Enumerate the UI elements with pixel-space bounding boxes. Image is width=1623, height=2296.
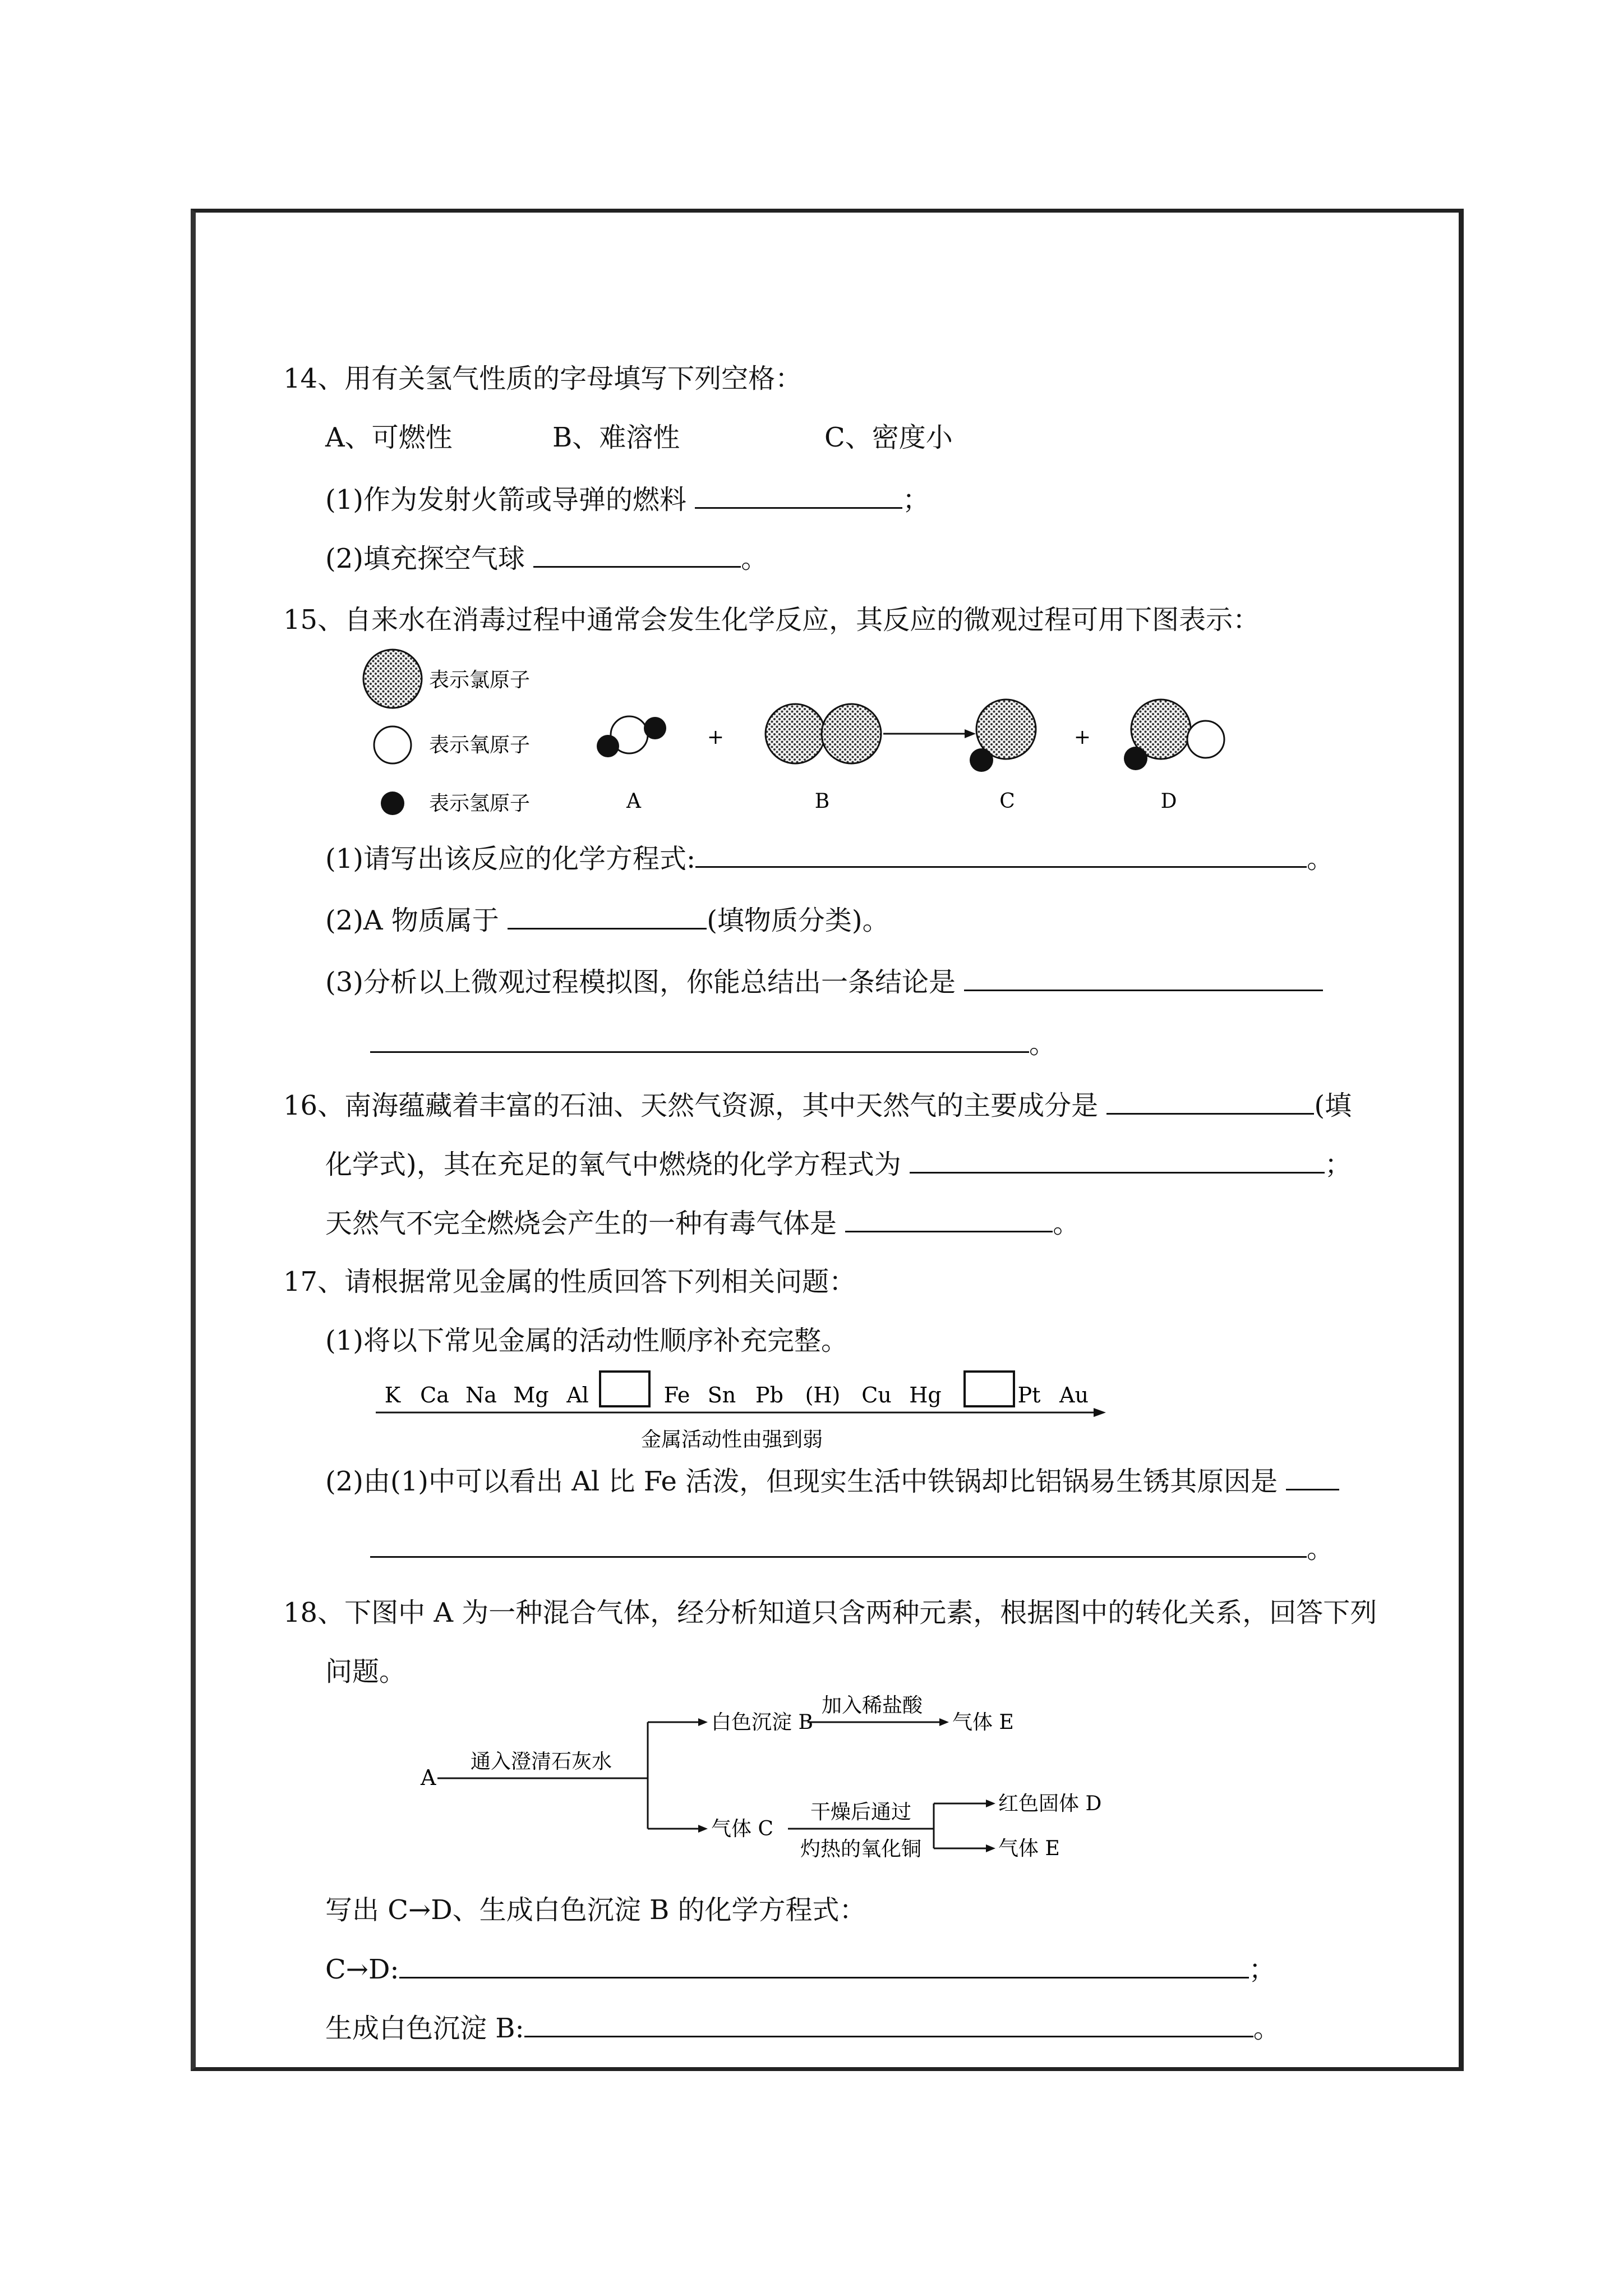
molecule-a-hydrogen-icon [597, 735, 619, 757]
metal-pb: Pb [755, 1383, 783, 1407]
q17-part2-end: 。 [1307, 1533, 1334, 1565]
q14-stem: 14、用有关氢气性质的字母填写下列空格： [283, 363, 803, 394]
activity-series [370, 1363, 1155, 1458]
label-d: D [1160, 790, 1177, 813]
molecule-b-chlorine-icon [822, 704, 881, 763]
q15-part1 [325, 841, 1334, 876]
q18-line2: 问题。 [325, 1656, 407, 1687]
q15-part2-text-a: (2)A 物质属于 [325, 905, 499, 936]
q15-part1-text: (1)请写出该反应的化学方程式: [325, 843, 696, 875]
flow-d: 红色固体 D [998, 1792, 1102, 1815]
flow-b: 白色沉淀 B [711, 1711, 813, 1734]
q18-line1: 18、下图中 A 为一种混合气体，经分析知道只含两种元素，根据图中的转化关系，回答下列 [283, 1597, 1377, 1628]
metal-ca: Ca [420, 1383, 449, 1407]
q15-part2 [325, 903, 889, 937]
metal-hg: Hg [909, 1383, 942, 1407]
metal-pt: Pt [1017, 1383, 1041, 1407]
q14-part1 [325, 482, 929, 517]
q14-part2-end: 。 [741, 543, 768, 574]
q15-part3-blank-2[interactable] [370, 1027, 1029, 1053]
label-b: B [814, 790, 830, 813]
q17-part2-line2 [370, 1531, 1334, 1566]
q14-part1-end: ； [902, 484, 930, 516]
legend-hydrogen: 表示氢原子 [429, 792, 531, 815]
q16-formula-blank[interactable] [1106, 1088, 1314, 1115]
metal-mg: Mg [513, 1383, 549, 1407]
q15-part3 [325, 965, 1323, 999]
flow-arrow-b-head [698, 1718, 708, 1726]
q18-cd-end: ； [1248, 1954, 1276, 1985]
q16-line2-end: ； [1325, 1149, 1352, 1180]
q16-line1-text: 16、南海蕴藏着丰富的石油、天然气资源，其中天然气的主要成分是 [283, 1090, 1099, 1121]
plus-sign: + [1073, 726, 1091, 749]
flow-diagram [415, 1688, 1144, 1874]
metal-sn: Sn [707, 1383, 736, 1407]
q14-option-a: A、可燃性 [325, 422, 453, 453]
label-c: C [999, 790, 1015, 813]
q15-stem: 15、自来水在消毒过程中通常会发生化学反应，其反应的微观过程可用下图表示： [283, 604, 1260, 636]
oxygen-atom-legend-icon [374, 726, 411, 763]
q17-part2 [325, 1464, 1339, 1498]
q17-part2-blank[interactable] [1286, 1464, 1339, 1490]
legend-oxygen: 表示氧原子 [429, 734, 531, 757]
q18-cd [325, 1952, 1276, 1986]
q15-part2-blank[interactable] [508, 903, 707, 930]
flow-c: 气体 C [711, 1818, 773, 1841]
q14-option-b: B、难溶性 [552, 422, 680, 453]
metal-h: (H) [805, 1383, 841, 1407]
metal-k: K [384, 1383, 401, 1407]
q16-line1 [283, 1088, 1352, 1122]
hydrogen-atom-legend-icon [381, 792, 404, 815]
q17-part2-text: (2)由(1)中可以看出 Al 比 Fe 活泼，但现实生活中铁锅却比铝锅易生锈其原因是 [325, 1466, 1278, 1497]
q18-ask: 写出 C→D、生成白色沉淀 B 的化学方程式： [325, 1894, 866, 1926]
molecule-d-hydrogen-icon [1124, 747, 1147, 770]
q14-part1-blank[interactable] [695, 482, 902, 509]
chlorine-atom-legend-icon [363, 650, 422, 708]
q18-wb-label: 生成白色沉淀 B: [325, 2013, 524, 2044]
q16-line3 [325, 1206, 1080, 1240]
q14-part1-text: (1)作为发射火箭或导弹的燃料 [325, 484, 686, 516]
q16-line2 [325, 1147, 1352, 1181]
flow-e1: 气体 E [952, 1711, 1014, 1734]
q15-part1-end: 。 [1307, 843, 1334, 875]
q16-line2-text: 化学式)，其在充足的氧气中燃烧的化学方程式为 [325, 1149, 901, 1180]
flow-a: A [421, 1765, 436, 1790]
q16-line3-text: 天然气不完全燃烧会产生的一种有毒气体是 [325, 1208, 837, 1239]
q18-wb-blank[interactable] [524, 2011, 1253, 2037]
activity-caption: 金属活动性由强到弱 [640, 1428, 823, 1451]
q18-wb-end: 。 [1253, 2013, 1280, 2044]
metal-na: Na [465, 1383, 497, 1407]
metal-cu: Cu [861, 1383, 892, 1407]
q15-part3-line2 [370, 1027, 1056, 1061]
flow-arrow-d-head [986, 1800, 995, 1807]
q16-line3-end: 。 [1053, 1208, 1080, 1239]
q18-cd-label: C→D: [325, 1954, 399, 1985]
flow-arrow-e2-head [986, 1844, 995, 1852]
q14-option-c: C、密度小 [824, 422, 953, 453]
q18-cd-blank[interactable] [399, 1952, 1249, 1978]
activity-arrow-head [1094, 1408, 1106, 1417]
q17-part2-blank-2[interactable] [370, 1531, 1307, 1558]
metal-au: Au [1059, 1383, 1089, 1407]
q16-gas-blank[interactable] [845, 1206, 1053, 1232]
q15-part3-text: (3)分析以上微观过程模拟图，你能总结出一条结论是 [325, 967, 956, 998]
legend-chlorine: 表示氯原子 [429, 669, 531, 692]
molecule-c-hydrogen-icon [970, 748, 993, 772]
molecule-a-hydrogen-icon [644, 717, 666, 739]
q18-white-precipitate [325, 2011, 1280, 2045]
q17-part1: (1)将以下常见金属的活动性顺序补充完整。 [325, 1325, 848, 1356]
flow-step3b: 灼热的氧化铜 [800, 1838, 922, 1861]
molecule-d-oxygen-icon [1187, 721, 1224, 758]
reaction-diagram [336, 639, 1290, 830]
q14-part2-text: (2)填充探空气球 [325, 543, 525, 574]
q17-stem: 17、请根据常见金属的性质回答下列相关问题： [283, 1266, 856, 1297]
q15-part3-blank[interactable] [964, 965, 1323, 991]
q16-line1-end: (填 [1314, 1090, 1352, 1121]
q15-part1-blank[interactable] [695, 841, 1307, 868]
molecule-b-chlorine-icon [766, 704, 825, 763]
flow-arrow-e1-head [939, 1718, 949, 1726]
q15-part2-text-b: (填物质分类)。 [707, 905, 889, 936]
plus-sign: + [707, 726, 725, 749]
q16-equation-blank[interactable] [910, 1147, 1325, 1174]
metal-blank-box-2[interactable] [965, 1372, 1014, 1406]
metal-blank-box-1[interactable] [600, 1372, 649, 1406]
flow-e2: 气体 E [998, 1837, 1060, 1860]
flow-step3a: 干燥后通过 [810, 1801, 912, 1824]
reaction-arrow-head [965, 729, 976, 738]
q14-part2 [325, 541, 768, 576]
metal-al: Al [566, 1383, 589, 1407]
label-a: A [626, 790, 641, 813]
q15-part3-end: 。 [1029, 1028, 1057, 1060]
q14-part2-blank[interactable] [533, 541, 741, 568]
flow-arrow-c-head [698, 1825, 708, 1833]
flow-step1: 通入澄清石灰水 [470, 1750, 612, 1773]
flow-step2: 加入稀盐酸 [821, 1694, 923, 1717]
metal-fe: Fe [663, 1383, 690, 1407]
